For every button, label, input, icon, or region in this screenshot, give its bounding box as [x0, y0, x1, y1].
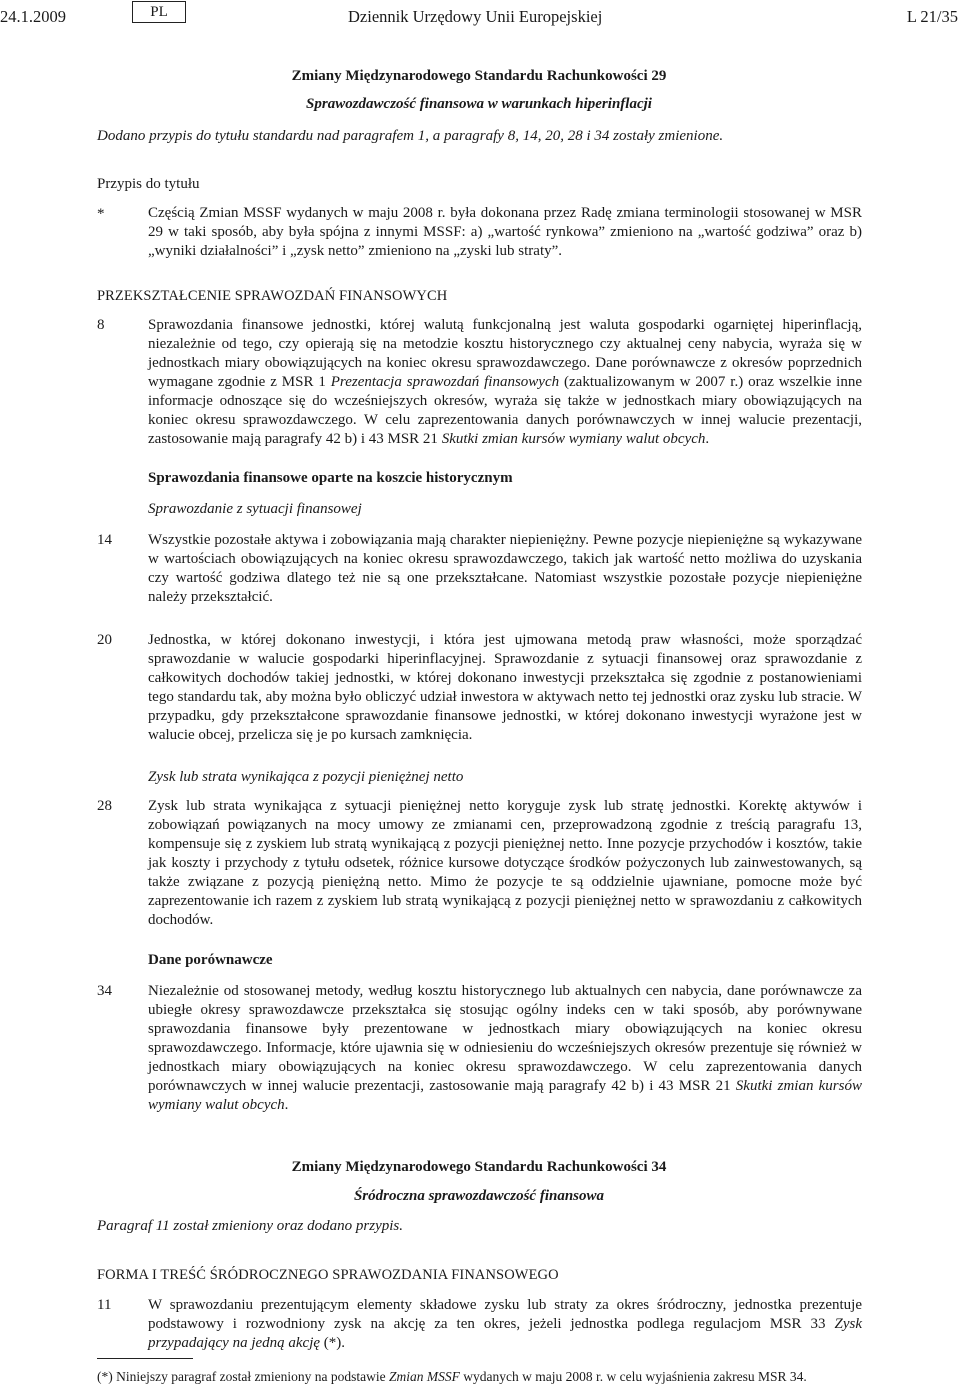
paragraph-number-11: 11: [97, 1297, 112, 1313]
msr29-subtitle: Sprawozdawczość finansowa w warunkach hiperinflacji: [306, 96, 652, 112]
paragraph-14: Wszystkie pozostałe aktywa i zobowiązania mają charakter niepieniężny. Pewne pozycje niepieniężne są wykazywane w wartościach obowiązujących na koniec okresu sprawozdawczego, takich jak wartość netto możliwa do uzyskania czy wartość godziwa dlatego też nie są one przekształcane. Natomiast wszystkie pozostałe pozycje niepieniężne należy przekształcić.: [148, 532, 862, 605]
paragraph-number-8: 8: [97, 317, 105, 333]
paragraph-number-14: 14: [97, 532, 112, 548]
page-footnote: (*) Niniejszy paragraf został zmieniony na podstawie Zmian MSSF wydanych w maju 2008 r. w celu wyjaśnienia zakresu MSR 34.: [97, 1369, 807, 1384]
paragraph-8: Sprawozdania finansowe jednostki, której walutą funkcjonalną jest waluta gospodarki ogarniętej hiperinflacją, niezależnie od tego, czy opierają się na metodzie kosztu historycznego czy aktualnej ceny nabycia, wyraża się w jednostkach miary obowiązujących na koniec okresu sprawozdawczego. Dane porównawcze z okresów poprzednich wymagane zgodnie z MSR 1 Prezentacja sprawozdań finansowych (zaktualizowanym w 2007 r.) oraz wszelkie inne informacje odnoszące się do wcześniejszych okresów, wyraża się także w jednostkach miary obowiązujących na koniec okresu sprawozdawczego. W celu zaprezentowania danych porównawczych w innej walucie prezentacji, zastosowanie mają paragrafy 42 b) i 43 MSR 21 Skutki zmian kursów wymiany walut obcych.: [148, 317, 862, 447]
msr29-title: Zmiany Międzynarodowego Standardu Rachunkowości 29: [291, 68, 667, 84]
paragraph-number-34: 34: [97, 983, 112, 999]
title-footnote-text: Częścią Zmian MSSF wydanych w maju 2008 r. była dokonana przez Radę zmiana terminologii stosowanej w MSR 29 w taki sposób, aby była spójna z innymi MSSF: a) „wartość rynkowa” zmieniono na „wartość godziwa” oraz b) „wyniki działalności” i „zysk netto” zmieniono na „zyski lub straty”.: [148, 205, 862, 259]
title-footnote-heading: Przypis do tytułu: [97, 176, 200, 192]
section-heading-restatement: PRZEKSZTAŁCENIE SPRAWOZDAŃ FINANSOWYCH: [97, 288, 448, 304]
page-reference: L 21/35: [906, 7, 958, 26]
paragraph-number-20: 20: [97, 632, 112, 648]
msr34-title: Zmiany Międzynarodowego Standardu Rachunkowości 34: [291, 1159, 667, 1175]
comparative-figures-heading: Dane porównawcze: [148, 952, 273, 968]
journal-title: Dziennik Urzędowy Unii Europejskiej: [348, 7, 603, 26]
paragraph-34: Niezależnie od stosowanej metody, według kosztu historycznego lub aktualnych cen nabycia, dane porównawcze za ubiegłe okresy sprawozdawcze przekształca się stosując ogólny indeks cen w taki sposób, aby porównywane sprawozdania finansowe były prezentowane w jednostkach miary obowiązujących na koniec okresu sprawozdawczego. Informacje, które ujawnia się w odniesieniu do wcześniejszych okresów prezentuje się również w jednostkach miary obowiązujących na koniec okresu sprawozdawczego. W celu zaprezentowania danych porównawczych w innej walucie prezentacji, zastosowanie mają paragrafy 42 b) i 43 MSR 21 Skutki zmian kursów wymiany walut obcych.: [148, 983, 862, 1113]
msr34-subtitle: Śródroczna sprawozdawczość finansowa: [353, 1188, 605, 1204]
title-footnote-marker: *: [97, 206, 105, 222]
historical-cost-heading: Sprawozdania finansowe oparte na koszcie historycznym: [148, 470, 513, 486]
publication-date: 24.1.2009: [0, 7, 66, 26]
paragraph-28: Zysk lub strata wynikająca z sytuacji pieniężnej netto koryguje zysk lub stratę jednostki. Korektę aktywów i zobowiązań powiązanych na mocy umowy ze zmianami cen, przeprowadzoną zgodnie z treścią paragrafu 13, kompensuje się z zyskiem lub stratą wynikającą z pozycji pieniężnej netto. Inne pozycje przychodów i kosztów, takie jak koszty i przychody z tytułu odsetek, różnice kursowe dotyczące środków pożyczonych lub zainwestowanych, są także związane z pozycją pieniężną netto. Mimo że pozycje te są oddzielnie ujawniane, pomocne może być zaprezentowanie ich razem z zyskiem lub stratą wynikającą z pozycji pieniężnej netto w sprawozdaniu z całkowitych dochodów.: [148, 798, 862, 928]
paragraph-11: W sprawozdaniu prezentującym elementy składowe zysku lub straty za okres śródroczny, jednostka prezentuje podstawowy i rozwodniony zysk na akcję za ten okres, jeżeli jednostka podlega regulacjom MSR 33 Zysk przypadający na jedną akcję (*).: [148, 1297, 862, 1351]
section-heading-form-content: FORMA I TREŚĆ ŚRÓDROCZNEGO SPRAWOZDANIA FINANSOWEGO: [97, 1267, 559, 1283]
paragraph-number-28: 28: [97, 798, 112, 814]
paragraph-20: Jednostka, w której dokonano inwestycji, i która jest ujmowana metodą praw własności, może sporządzać sprawozdanie w walucie gospodarki hiperinflacyjnej. Sprawozdanie z sytuacji finansowej oraz sprawozdanie z całkowitych dochodów takiej jednostki, w której dokonano inwestycji przekształca się zgodnie z postanowieniami tego standardu tak, aby można było obliczyć udział inwestora w aktywach netto tej jednostki oraz zysku lub stracie. W przypadku, gdy przekształcone sprawozdanie finansowe jednostki, w której dokonano inwestycji wyrażone jest w walucie obcej, przelicza się je po kursach zamknięcia.: [148, 632, 862, 743]
monetary-position-heading: Zysk lub strata wynikająca z pozycji pieniężnej netto: [148, 769, 464, 785]
financial-position-heading: Sprawozdanie z sytuacji finansowej: [148, 501, 362, 517]
msr29-intro: Dodano przypis do tytułu standardu nad paragrafem 1, a paragrafy 8, 14, 20, 28 i 34 zostały zmienione.: [97, 128, 724, 144]
language-badge: PL: [132, 1, 186, 23]
msr34-intro: Paragraf 11 został zmieniony oraz dodano przypis.: [97, 1218, 403, 1234]
footnote-separator: [97, 1358, 193, 1359]
